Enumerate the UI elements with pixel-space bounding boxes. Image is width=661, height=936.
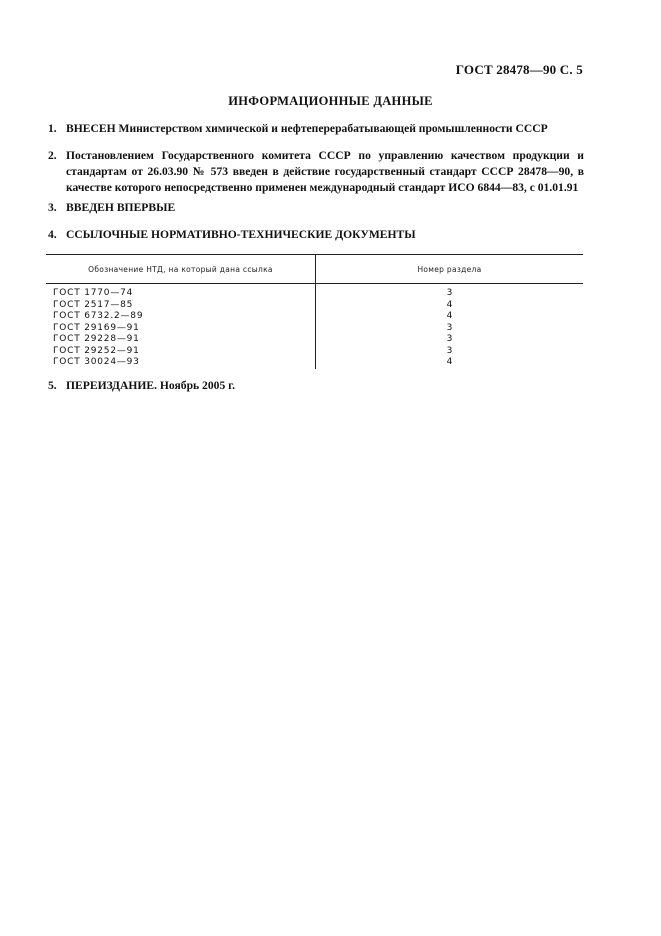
ntd-cell: ГОСТ 6732.2—89 <box>46 311 316 323</box>
item-number: 4. <box>48 228 57 241</box>
reference-documents-table <box>46 254 583 369</box>
table-row <box>46 300 583 312</box>
item-2 <box>48 148 584 196</box>
ntd-cell: ГОСТ 30024—93 <box>46 357 316 369</box>
item-number: 5. <box>48 379 57 392</box>
section-cell: 4 <box>446 357 453 367</box>
table-header-row <box>46 255 583 284</box>
item-text: ВВЕДЕН ВПЕРВЫЕ <box>66 201 176 214</box>
table-row <box>46 357 583 369</box>
item-4 <box>48 227 584 243</box>
table-row <box>46 284 583 300</box>
column-header-section: Номер раздела <box>316 255 584 284</box>
item-text: ССЫЛОЧНЫЕ НОРМАТИВНО-ТЕХНИЧЕСКИЕ ДОКУМЕНТЫ <box>66 228 416 241</box>
ntd-cell: ГОСТ 29228—91 <box>46 334 316 346</box>
item-text: ПЕРЕИЗДАНИЕ. Ноябрь 2005 г. <box>66 379 235 392</box>
item-1 <box>48 121 584 137</box>
ntd-cell: ГОСТ 1770—74 <box>46 284 316 300</box>
section-cell: 4 <box>446 311 453 321</box>
ntd-cell: ГОСТ 29169—91 <box>46 323 316 335</box>
column-header-ntd: Обозначение НТД, на который дана ссылка <box>46 255 316 284</box>
section-cell: 3 <box>446 345 453 356</box>
table-row <box>46 346 583 358</box>
table-row <box>46 334 583 346</box>
item-number: 3. <box>48 201 57 214</box>
section-cell: 3 <box>446 334 453 344</box>
item-number: 2. <box>48 149 57 162</box>
page-title: ИНФОРМАЦИОННЫЕ ДАННЫЕ <box>228 94 433 108</box>
item-2-text: Постановлением Государственного комитета СССР по управлению качеством продукции и стандартам от 26.03.90 № 573 введен в действие государственный стандарт СССР 28478—90, в качестве которого непосредственно применен международный стандарт ИСО 6844—83, с 01.01.91 <box>66 149 584 194</box>
page-header-doc-ref: ГОСТ 28478—90 С. 5 <box>455 62 583 77</box>
item-text <box>48 148 584 196</box>
table-row <box>46 311 583 323</box>
item-3 <box>48 200 584 216</box>
item-number: 1. <box>48 122 57 135</box>
section-cell: 3 <box>446 288 453 298</box>
table-row <box>46 323 583 335</box>
item-text: ВНЕСЕН Министерством химической и нефтеперерабатывающей промышленности СССР <box>66 122 548 135</box>
section-cell: 4 <box>446 299 453 310</box>
section-cell: 3 <box>446 322 453 333</box>
ntd-cell: ГОСТ 29252—91 <box>46 346 316 358</box>
item-5 <box>48 378 584 394</box>
ntd-cell: ГОСТ 2517—85 <box>46 300 316 312</box>
